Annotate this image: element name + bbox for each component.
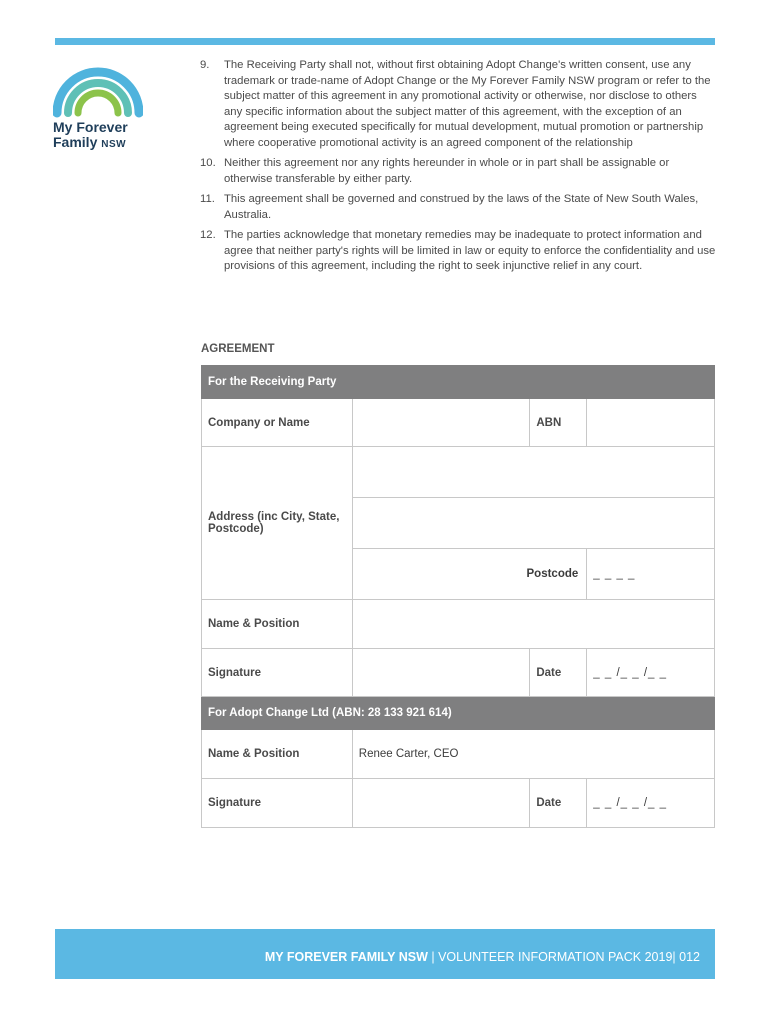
agreement-heading: AGREEMENT bbox=[201, 343, 275, 355]
address-line-1-input[interactable] bbox=[352, 447, 714, 498]
logo-line-2 bbox=[53, 135, 128, 152]
footer-separator: | bbox=[431, 950, 435, 964]
footer-org: MY FOREVER FAMILY NSW bbox=[264, 950, 428, 964]
receiving-name-position-input[interactable] bbox=[352, 600, 714, 649]
address-row-1 bbox=[202, 447, 715, 498]
receiving-date-input[interactable]: _ _ /_ _ /_ _ bbox=[587, 649, 715, 697]
adopt-date-input[interactable]: _ _ /_ _ /_ _ bbox=[587, 779, 715, 828]
company-label: Company or Name bbox=[202, 399, 353, 447]
clause-text: The parties acknowledge that monetary remedies may be inadequate to protect information and agree that neither party's rights will be limited in law or equity to enforce the confidentiality and use provisions of this agreement, including the right to seek injunctive relief in any court. bbox=[224, 229, 716, 272]
footer-separator: | bbox=[672, 950, 676, 964]
clause-10 bbox=[200, 156, 718, 187]
clause-number: 11. bbox=[200, 193, 215, 205]
clause-list bbox=[200, 58, 718, 280]
receiving-name-position-row bbox=[202, 600, 715, 649]
receiving-party-header: For the Receiving Party bbox=[202, 366, 715, 399]
postcode-input[interactable]: _ _ _ _ bbox=[587, 549, 715, 600]
clause-9 bbox=[200, 58, 718, 151]
agreement-form bbox=[201, 365, 715, 828]
receiving-signature-input[interactable] bbox=[352, 649, 530, 697]
receiving-party-header-row bbox=[202, 366, 715, 399]
postcode-label: Postcode bbox=[352, 549, 587, 600]
clause-11 bbox=[200, 192, 718, 223]
footer-doc-title: VOLUNTEER INFORMATION PACK 2019 bbox=[438, 950, 673, 964]
clause-12 bbox=[200, 228, 718, 275]
logo-family: Family bbox=[53, 134, 98, 150]
adopt-name-position-row bbox=[202, 730, 715, 779]
clause-number: 9. bbox=[200, 59, 210, 71]
adopt-signature-input[interactable] bbox=[352, 779, 530, 828]
address-line-2-input[interactable] bbox=[352, 498, 714, 549]
adopt-name-position-value[interactable]: Renee Carter, CEO bbox=[352, 730, 714, 779]
page-footer bbox=[55, 929, 715, 979]
receiving-name-position-label: Name & Position bbox=[202, 600, 353, 649]
logo-wordmark bbox=[53, 120, 128, 152]
abn-label: ABN bbox=[530, 399, 587, 447]
adopt-change-header: For Adopt Change Ltd (ABN: 28 133 921 614) bbox=[202, 697, 715, 730]
adopt-date-label: Date bbox=[530, 779, 587, 828]
clause-number: 12. bbox=[200, 229, 216, 241]
adopt-signature-label: Signature bbox=[202, 779, 353, 828]
footer-page-number: 012 bbox=[679, 950, 700, 964]
clause-text: The Receiving Party shall not, without first obtaining Adopt Change's written consent, use any trademark or trade-name of Adopt Change or the My Forever Family NSW program or refer to the subject matter of this agreement in any promotional activity or otherwise, nor disclose to others any specific information about the subject matter of this agreement, with the exception of an agreement being executed specifically for mutual development, mutual promotion or partnership where cooperative promotional activity is an agreed component of the relationship bbox=[224, 59, 711, 149]
top-accent-bar bbox=[55, 38, 715, 45]
adopt-name-position-label: Name & Position bbox=[202, 730, 353, 779]
abn-input[interactable] bbox=[587, 399, 715, 447]
company-input[interactable] bbox=[352, 399, 530, 447]
company-row bbox=[202, 399, 715, 447]
clause-number: 10. bbox=[200, 157, 216, 169]
clause-text: Neither this agreement nor any rights hereunder in whole or in part shall be assignable or otherwise transferable by either party. bbox=[224, 157, 670, 185]
address-label: Address (inc City, State, Postcode) bbox=[202, 447, 353, 600]
receiving-date-label: Date bbox=[530, 649, 587, 697]
logo-line-1: My Forever bbox=[53, 119, 128, 135]
receiving-signature-row bbox=[202, 649, 715, 697]
logo-nsw: NSW bbox=[101, 139, 127, 150]
receiving-signature-label: Signature bbox=[202, 649, 353, 697]
clause-text: This agreement shall be governed and construed by the laws of the State of New South Wales, Australia. bbox=[224, 193, 699, 221]
adopt-signature-row bbox=[202, 779, 715, 828]
adopt-change-header-row bbox=[202, 697, 715, 730]
